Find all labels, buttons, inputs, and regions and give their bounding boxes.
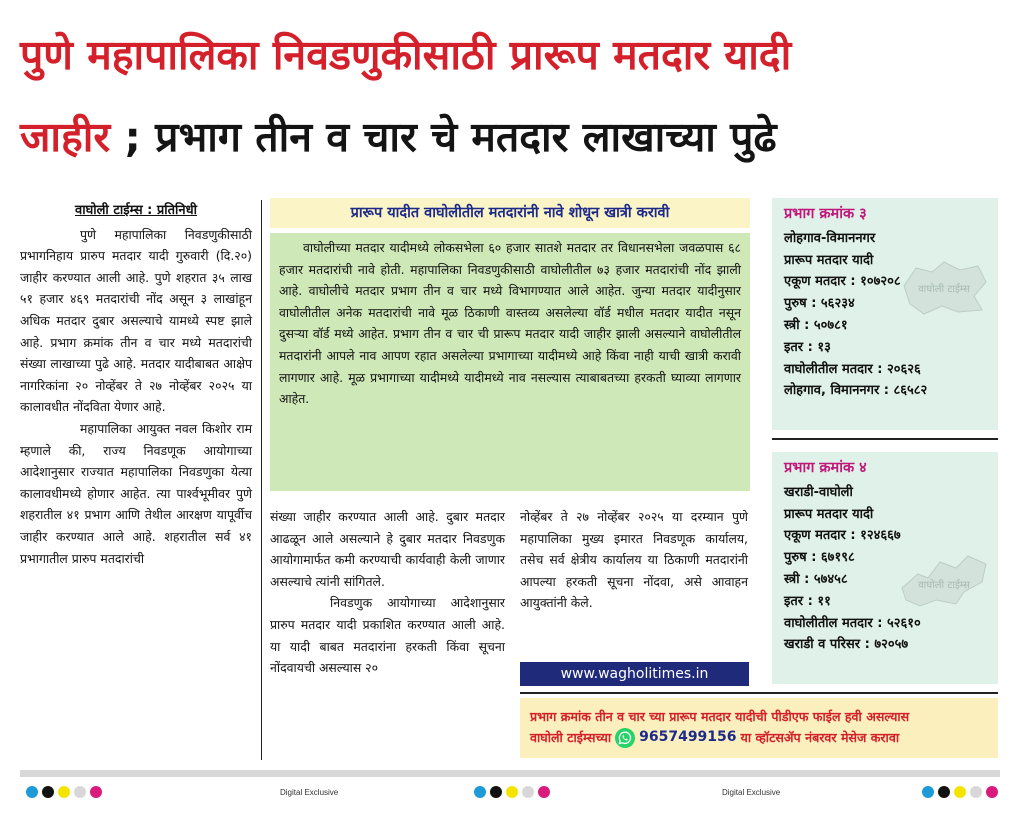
- grey-dot: [970, 786, 982, 798]
- article-paragraph: नोव्हेंबर ते २७ नोव्हेंबर २०२५ या दरम्यान पुणे महापालिका मुख्य इमारत निवडणूक कार्यालय, तसेच सर्व क्षेत्रीय कार्यालय या ठिकाणी मतदारांनी आपल्या हरकती सूचना नोंदवा, असे आवाहन आयुक्तांनी केले.: [520, 509, 748, 611]
- headline-black-part: ; प्रभाग तीन व चार चे मतदार लाखाच्या पुढे: [124, 113, 777, 161]
- ward-3-area: लोहगाव-विमाननगर: [784, 230, 876, 246]
- ward-4-male: पुरुष : ६७१९८: [784, 550, 855, 566]
- ward-3-male: पुरुष : ५६२३४: [784, 296, 855, 312]
- ward-3-other: इतर : १३: [784, 339, 831, 355]
- promo-line-1: प्रभाग क्रमांक तीन व चार च्या प्रारूप मतदार यादीची पीडीएफ फाईल हवी असल्यास: [530, 709, 910, 724]
- ward-4-list-label: प्रारूप मतदार यादी: [784, 506, 874, 522]
- registration-dots: [474, 786, 550, 798]
- promo-line-2: [530, 727, 988, 748]
- ward-4-title: प्रभाग क्रमांक ४: [784, 460, 867, 476]
- ward-4-total: एकूण मतदार : १२४६६७: [784, 528, 901, 544]
- ward-3-box: [772, 198, 998, 430]
- article-paragraph: महापालिका आयुक्त नवल किशोर राम म्हणाले की, राज्य निवडणूक आयोगाच्या आदेशानुसार राज्यात महापालिका निवडणुका येत्या कालावधीमध्ये होणार आहेत. त्या पार्श्वभूमीवर पुणे शहरातील ४१ प्रभाग आणि तेथील आरक्षण यापूर्वीच जाहीर करण्यात आले आहे. शहरातील सर्व ४१ प्रभागातील प्रारुप मतदारांची: [20, 420, 252, 566]
- whatsapp-icon: [615, 728, 635, 748]
- grey-dot: [522, 786, 534, 798]
- black-dot: [490, 786, 502, 798]
- cyan-dot: [26, 786, 38, 798]
- feature-box: [270, 233, 750, 491]
- ward-3-total: एकूण मतदार : १०७२०८: [784, 274, 901, 290]
- whatsapp-phone[interactable]: 9657499156: [639, 729, 737, 745]
- article-paragraph: पुणे महापालिका निवडणुकीसाठी प्रभागनिहाय प्रारुप मतदार यादी गुरुवारी (दि.२०) जाहीर करण्यात आली आहे. पुणे शहरात ३५ लाख ५१ हजार ४६९ मतदारांची नोंद असून ३ लाखांहून अधिक मतदार दुबार असल्याचे यामध्ये स्पष्ट झाले आहे. प्रभाग क्रमांक तीन व चार मध्ये मतदारांची संख्या लाखाच्या पुढे आहे. मतदार यादीबाबत आक्षेप नागरिकांना २० नोव्हेंबर ते २७ नोव्हेंबर २०२५ या कालावधीत नोंदविता येणार आहे.: [20, 226, 252, 415]
- registration-dots: [26, 786, 102, 798]
- ward-3-wagholi: वाघोलीतील मतदार : २०६२६: [784, 361, 921, 377]
- registration-dots: [922, 786, 998, 798]
- black-dot: [938, 786, 950, 798]
- article-paragraph: संख्या जाहीर करण्यात आली आहे. दुबार मतदार आढळून आले असल्याने हे दुबार मतदार निवडणुक आयोगामार्फत कमी करण्याची कार्यवाही केली जाणार असल्याचे त्यांनी सांगितले.: [270, 509, 505, 589]
- magenta-dot: [538, 786, 550, 798]
- ward-divider: [772, 438, 998, 440]
- article-paragraph: निवडणुक आयोगाच्या आदेशानुसार प्रारुप मतदार यादी प्रकाशित करण्यात आली आहे. या यादी बाबत मतदारांना हरकती किंवा सूचना नोंदवायची असल्यास २०: [270, 595, 505, 676]
- yellow-dot: [506, 786, 518, 798]
- ward-3-list-label: प्रारूप मतदार यादी: [784, 252, 874, 268]
- website-link[interactable]: www.wagholitimes.in: [520, 662, 749, 686]
- cyan-dot: [474, 786, 486, 798]
- ward-4-female: स्त्री : ५७४५८: [784, 571, 848, 587]
- byline: वाघोली टाईम्स : प्रतिनिधी: [74, 203, 198, 218]
- feature-heading: प्रारूप यादीत वाघोलीतील मतदारांनी नावे शोधून खात्री करावी: [270, 198, 750, 228]
- ward-4-other: इतर : ११: [784, 593, 831, 609]
- magenta-dot: [986, 786, 998, 798]
- ward-4-box: [772, 452, 998, 684]
- article-column-1: [20, 200, 252, 569]
- promo-prefix: वाघोली टाईम्सच्या: [530, 730, 612, 745]
- yellow-dot: [58, 786, 70, 798]
- whatsapp-promo-box: [520, 698, 998, 758]
- black-dot: [42, 786, 54, 798]
- cyan-dot: [922, 786, 934, 798]
- ward-3-female: स्त्री : ५०७८१: [784, 317, 848, 333]
- watermark-text: वाघोली टाईम्स: [918, 284, 970, 295]
- feature-body: वाघोलीच्या मतदार यादीमध्ये लोकसभेला ६० हजार सातशे मतदार तर विधानसभेला जवळपास ६८ हजार मतदारांची नावे होती. महापालिका निवडणुकीसाठी वाघोलीतील ७३ हजार मतदारांची नोंद झाली आहे. वाघोलीचे मतदार प्रभाग तीन व चार मध्ये विभागण्यात आले आहेत. जुन्या मतदार यादीनुसार वाघोलीतील अनेक मतदारांची नावे मूळ ठिकाणी वास्तव्य असलेल्या वॉर्ड मधील मतदार यादीत नसून दुसऱ्या वॉर्ड मध्ये आहेत. प्रभाग तीन व चार ची प्रारूप मतदार यादी जाहीर झाली असल्याने वाघोलीतील मतदारांनी आपले नाव आपण रहात असलेल्या प्रभागाच्या यादीमध्ये आहे किंवा नाही याची खात्री करावी लागणार आहे. मूळ प्रभागाच्या यादीमध्ये यादीमध्ये नाव नसल्यास त्याबाबतच्या हरकती घ्याव्या लागणार आहेत.: [279, 240, 741, 407]
- headline-red-word: जाहीर: [20, 113, 111, 161]
- bottom-bar: [20, 770, 1000, 777]
- article-column-3: [520, 506, 748, 614]
- column-divider: [261, 200, 262, 760]
- article-column-2: [270, 506, 505, 679]
- ward-4-area: खराडी-वाघोली: [784, 484, 853, 500]
- magenta-dot: [90, 786, 102, 798]
- promo-suffix: या व्हॉटसॲप नंबरवर मेसेज करावा: [740, 730, 900, 745]
- headline-line-2: [20, 108, 1010, 164]
- footer-divider: [520, 692, 998, 694]
- digital-exclusive-label: Digital Exclusive: [280, 788, 339, 797]
- ward-4-rest: खराडी व परिसर : ७२०५७: [784, 637, 909, 653]
- grey-dot: [74, 786, 86, 798]
- ward-3-rest: लोहगाव, विमाननगर : ८६५८२: [784, 383, 928, 399]
- digital-exclusive-label: Digital Exclusive: [722, 788, 781, 797]
- ward-3-title: प्रभाग क्रमांक ३: [784, 206, 867, 222]
- yellow-dot: [954, 786, 966, 798]
- headline-line-1: पुणे महापालिका निवडणुकीसाठी प्रारूप मतदार यादी: [20, 31, 792, 79]
- watermark-text: वाघोली टाईम्स: [918, 580, 970, 591]
- ward-4-wagholi: वाघोलीतील मतदार : ५२६१०: [784, 615, 921, 631]
